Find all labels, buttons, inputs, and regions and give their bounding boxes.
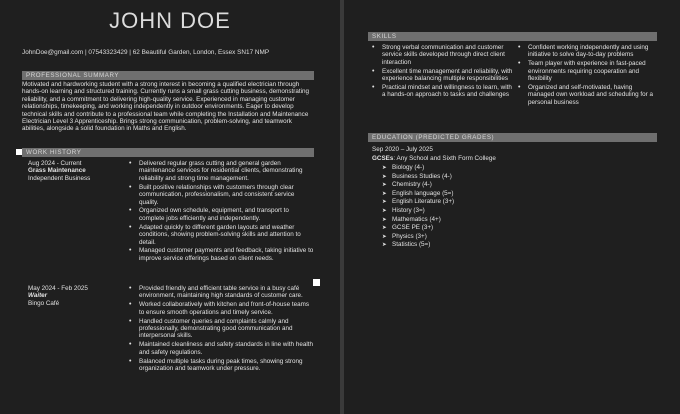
list-item: • Team player with experience in fast-paced environments requiring cooperation and flexibility [518,60,658,82]
list-item: • Delivered regular grass cutting and general garden maintenance services for residential clients, demonstrating reliability and strong time management. [129,160,315,182]
section-heading-skills: SKILLS [368,32,657,41]
skills-left-list [372,44,514,100]
list-item: ➤ Mathematics (4+) [382,216,522,225]
list-item: ➤ Business Studies (4-) [382,173,522,182]
list-item: • Confident working independently and using initiative to solve day-to-day problems [518,44,658,59]
section-heading-profile: PROFESSIONAL SUMMARY [22,71,314,80]
list-item: • Handled customer queries and complaints calmly and professionally, demonstrating good communication and interpersonal skills. [129,318,315,340]
list-item: • Worked collaboratively with kitchen and front-of-house teams to ensure smooth operations and timely service. [129,301,315,316]
profile-summary: Motivated and hardworking student with a strong interest in becoming a qualified electrician through hands-on learning and structured training. Currently runs a small grass cutting business, demonstrating reliability, and a commitment to delivering high-quality service. Experienced in managing customer relationships, timekeeping, and working independently in outdoor environments. Eager to develop technical skills and contribute to a professional team while completing the Installation and Maintenance Electrician Level 3 Apprenticeship. Brings strong communication, problem-solving, and teamwork abilities, alongside a solid foundation in Maths and English. [22,81,310,133]
education-subjects [382,164,522,250]
list-item: ➤ Statistics (5=) [382,241,522,250]
list-item: • Excellent time management and reliability, with experience balancing multiple responsibilities [372,68,514,83]
candidate-name: JOHN DOE [109,8,231,33]
section-heading-education: EDUCATION (PREDICTED GRADES) [368,133,657,142]
job-2-date: May 2024 - Feb 2025 [28,285,88,292]
job-2-bullets [129,285,315,374]
job-1-title: Grass Maintenance [28,167,86,175]
list-item: ➤ English language (5=) [382,190,522,199]
resume-page-2 [344,0,680,414]
list-item: ➤ History (3=) [382,207,522,216]
job-2-company: Bingo Café [28,299,60,307]
education-school-line [372,155,496,162]
list-item: • Strong verbal communication and customer service skills developed through direct client interaction [372,44,514,66]
job-2-title: Waiter [28,292,48,300]
list-item: ➤ Physics (3+) [382,233,522,242]
job-1-company: Independent Business [28,174,91,182]
list-item: ➤ Chemistry (4-) [382,181,522,190]
education-label: GCSEs [372,155,394,162]
job-1-meta [28,160,128,182]
education-school: : Any School and Sixth Form College [393,155,496,162]
job-1-date: Aug 2024 - Current [28,160,82,167]
contact-line: JohnDoe@gmail.com | 07543323429 | 62 Beautiful Garden, London, Essex SN17 NMP [22,49,270,56]
job-2-meta [28,285,128,307]
list-item: • Organized and self-motivated, having managed own workload and scheduling for a personal business [518,84,658,106]
list-item: • Balanced multiple tasks during peak times, showing strong organization and teamwork under pressure. [129,358,315,373]
list-item: ➤ English Literature (3+) [382,198,522,207]
section-heading-work: WORK HISTORY [22,148,314,157]
skills-right-list [518,44,658,108]
list-item: • Built positive relationships with customers through clear communication, professionalism, and consistent service quality. [129,184,315,206]
list-item: • Managed customer payments and feedback, taking initiative to improve service offerings based on client needs. [129,247,315,262]
list-item: • Maintained cleanliness and safety standards in line with health and safety regulations. [129,341,315,356]
education-date: Sep 2020 – July 2025 [372,146,433,153]
list-item: • Provided friendly and efficient table service in a busy café environment, maintaining high standards of customer care. [129,285,315,300]
list-item: ➤ GCSE PE (3+) [382,224,522,233]
list-item: ➤ Biology (4-) [382,164,522,173]
job-1-bullets [129,160,315,264]
list-item: • Organized own schedule, equipment, and transport to complete jobs efficiently and independently. [129,207,315,222]
list-item: • Practical mindset and willingness to learn, with a hands-on approach to tasks and challenges [372,84,514,99]
list-item: • Adapted quickly to different garden layouts and weather conditions, showing problem-solving skills and attention to detail. [129,224,315,246]
